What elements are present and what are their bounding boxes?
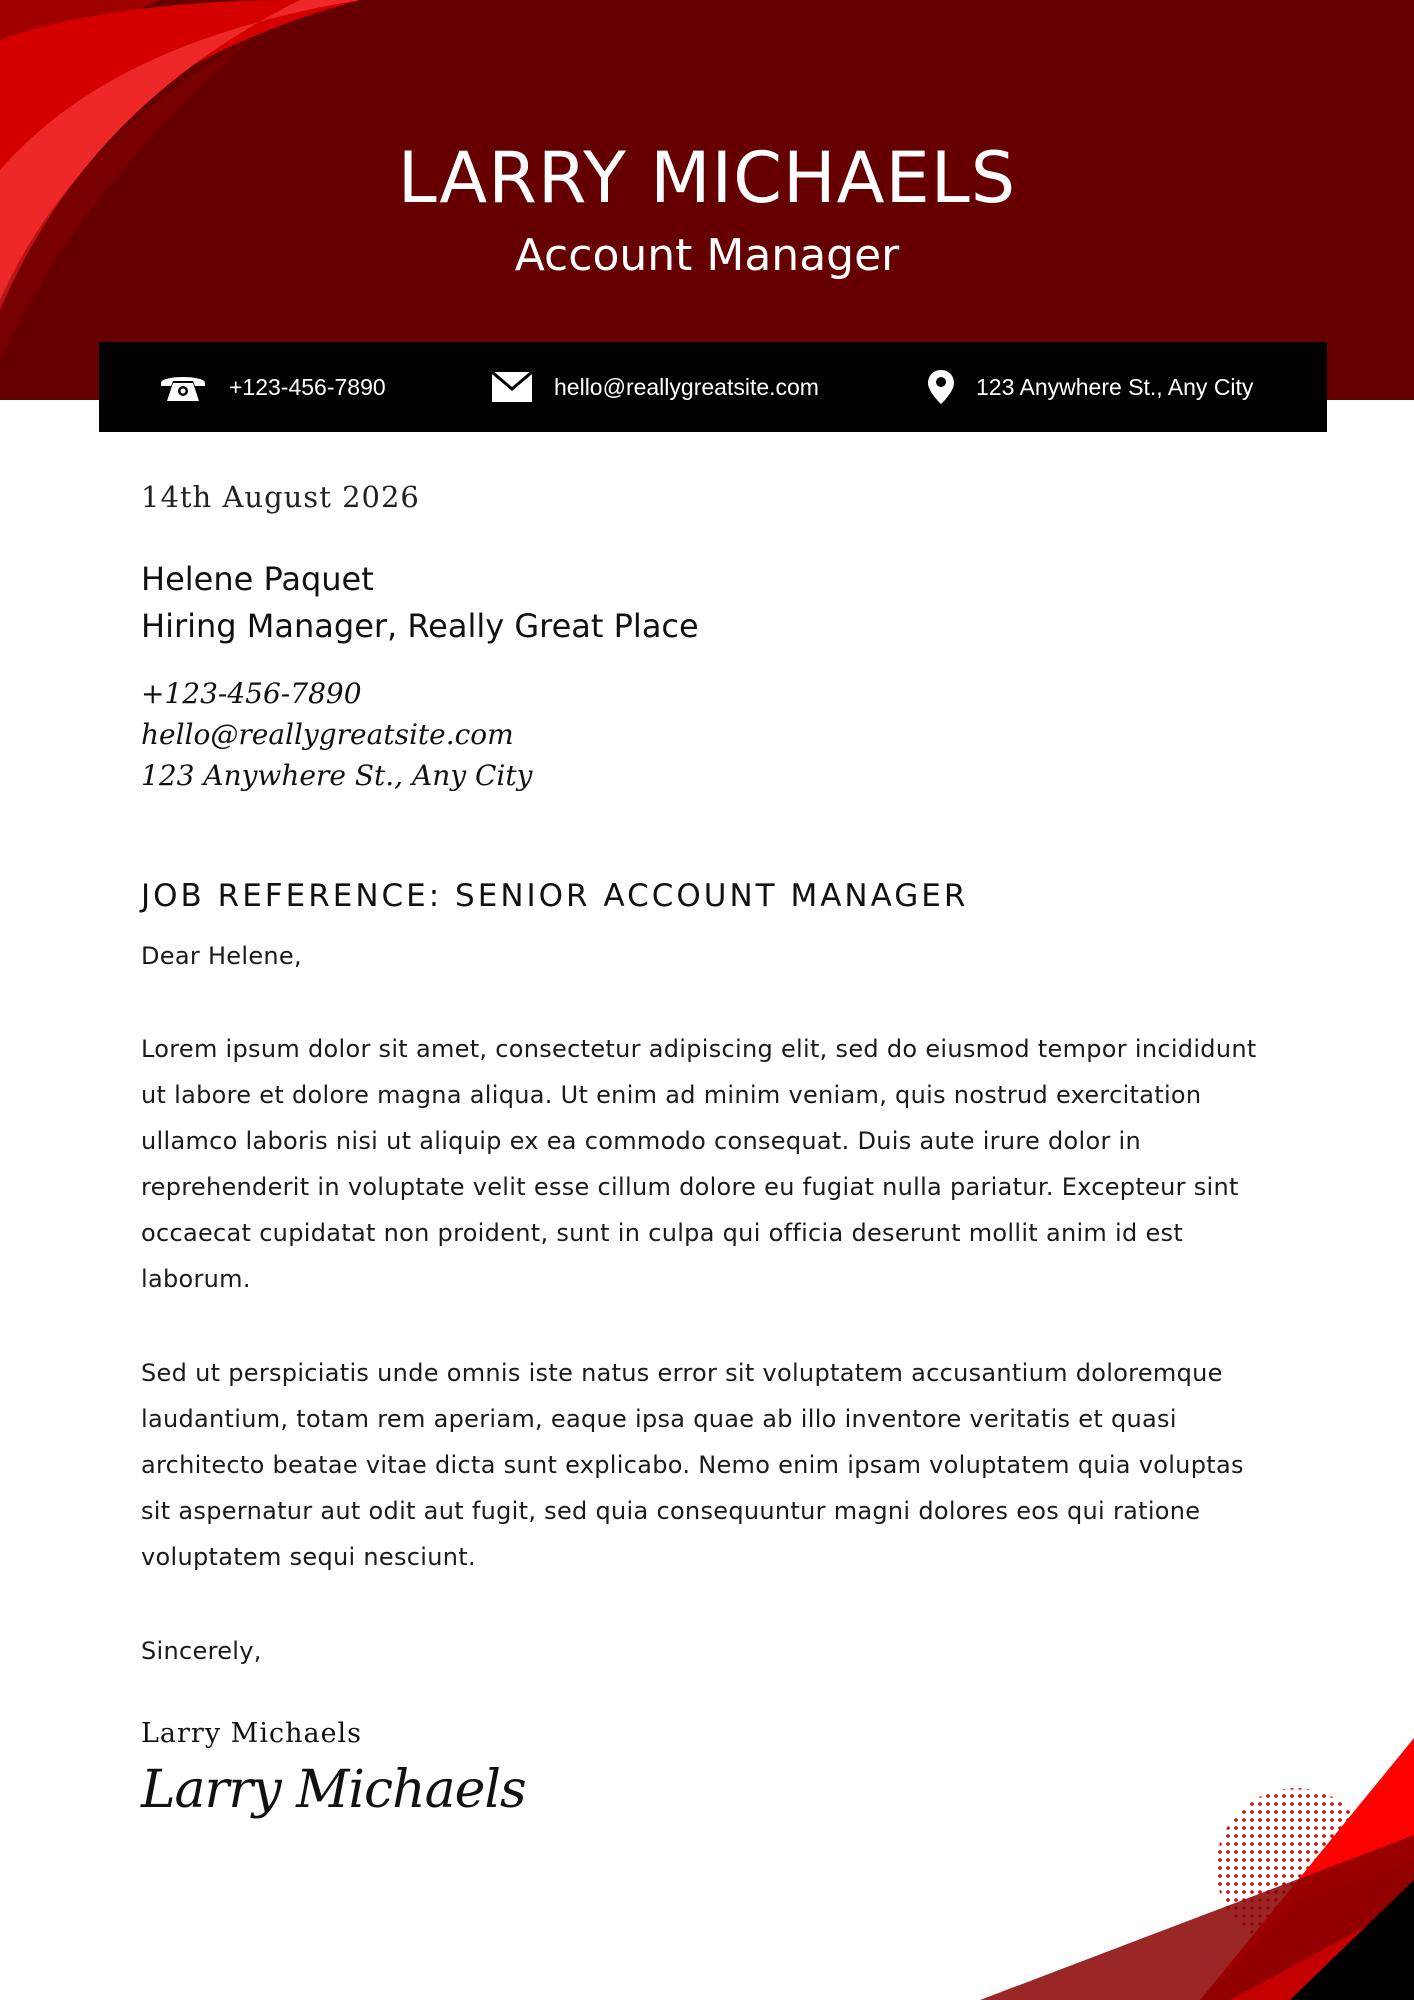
recipient-email: hello@reallygreatsite.com xyxy=(141,718,514,751)
signature: Larry Michaels xyxy=(141,1760,526,1820)
sender-name: Larry Michaels xyxy=(141,1718,363,1749)
paragraph-1: Lorem ipsum dolor sit amet, consectetur adipiscing elit, sed do eiusmod tempor incididunt ut labore et dolore magna aliqua. Ut enim ad minim veniam, quis nostrud exercitation ullamco laboris nisi ut aliquip ex ea commodo consequat. Duis aute irure dolor in reprehenderit in voluptate velit esse cillum dolore eu fugiat nulla pariatur. Excepteur sint occaecat cupidatat non proident, sunt in culpa qui officia deserunt mollit anim id est laborum. xyxy=(141,1035,1257,1293)
applicant-name: LARRY MICHAELS xyxy=(397,137,1017,219)
salutation: Dear Helene, xyxy=(141,942,302,970)
recipient-name: Helene Paquet xyxy=(141,560,374,598)
contact-email-text: hello@reallygreatsite.com xyxy=(554,373,819,400)
recipient-title: Hiring Manager, Really Great Place xyxy=(141,607,699,645)
paragraph-2: Sed ut perspiciatis unde omnis iste natus error sit voluptatem accusantium doloremque laudantium, totam rem aperiam, eaque ipsa quae ab illo inventore veritatis et quasi architecto beatae vitae dicta sunt explicabo. Nemo enim ipsam voluptatem quia voluptas sit aspernatur aut odit aut fugit, sed quia consequuntur magni dolores eos qui ratione voluptatem sequi nesciunt. xyxy=(141,1359,1244,1571)
letter-date: 14th August 2026 xyxy=(141,480,420,514)
closing: Sincerely, xyxy=(141,1637,262,1665)
recipient-phone: +123-456-7890 xyxy=(141,677,362,710)
contact-phone-text: +123-456-7890 xyxy=(229,373,386,400)
contact-address-text: 123 Anywhere St., Any City xyxy=(976,373,1254,400)
job-reference: JOB REFERENCE: SENIOR ACCOUNT MANAGER xyxy=(141,878,969,914)
applicant-role: Account Manager xyxy=(514,230,900,281)
recipient-address: 123 Anywhere St., Any City xyxy=(141,759,533,792)
